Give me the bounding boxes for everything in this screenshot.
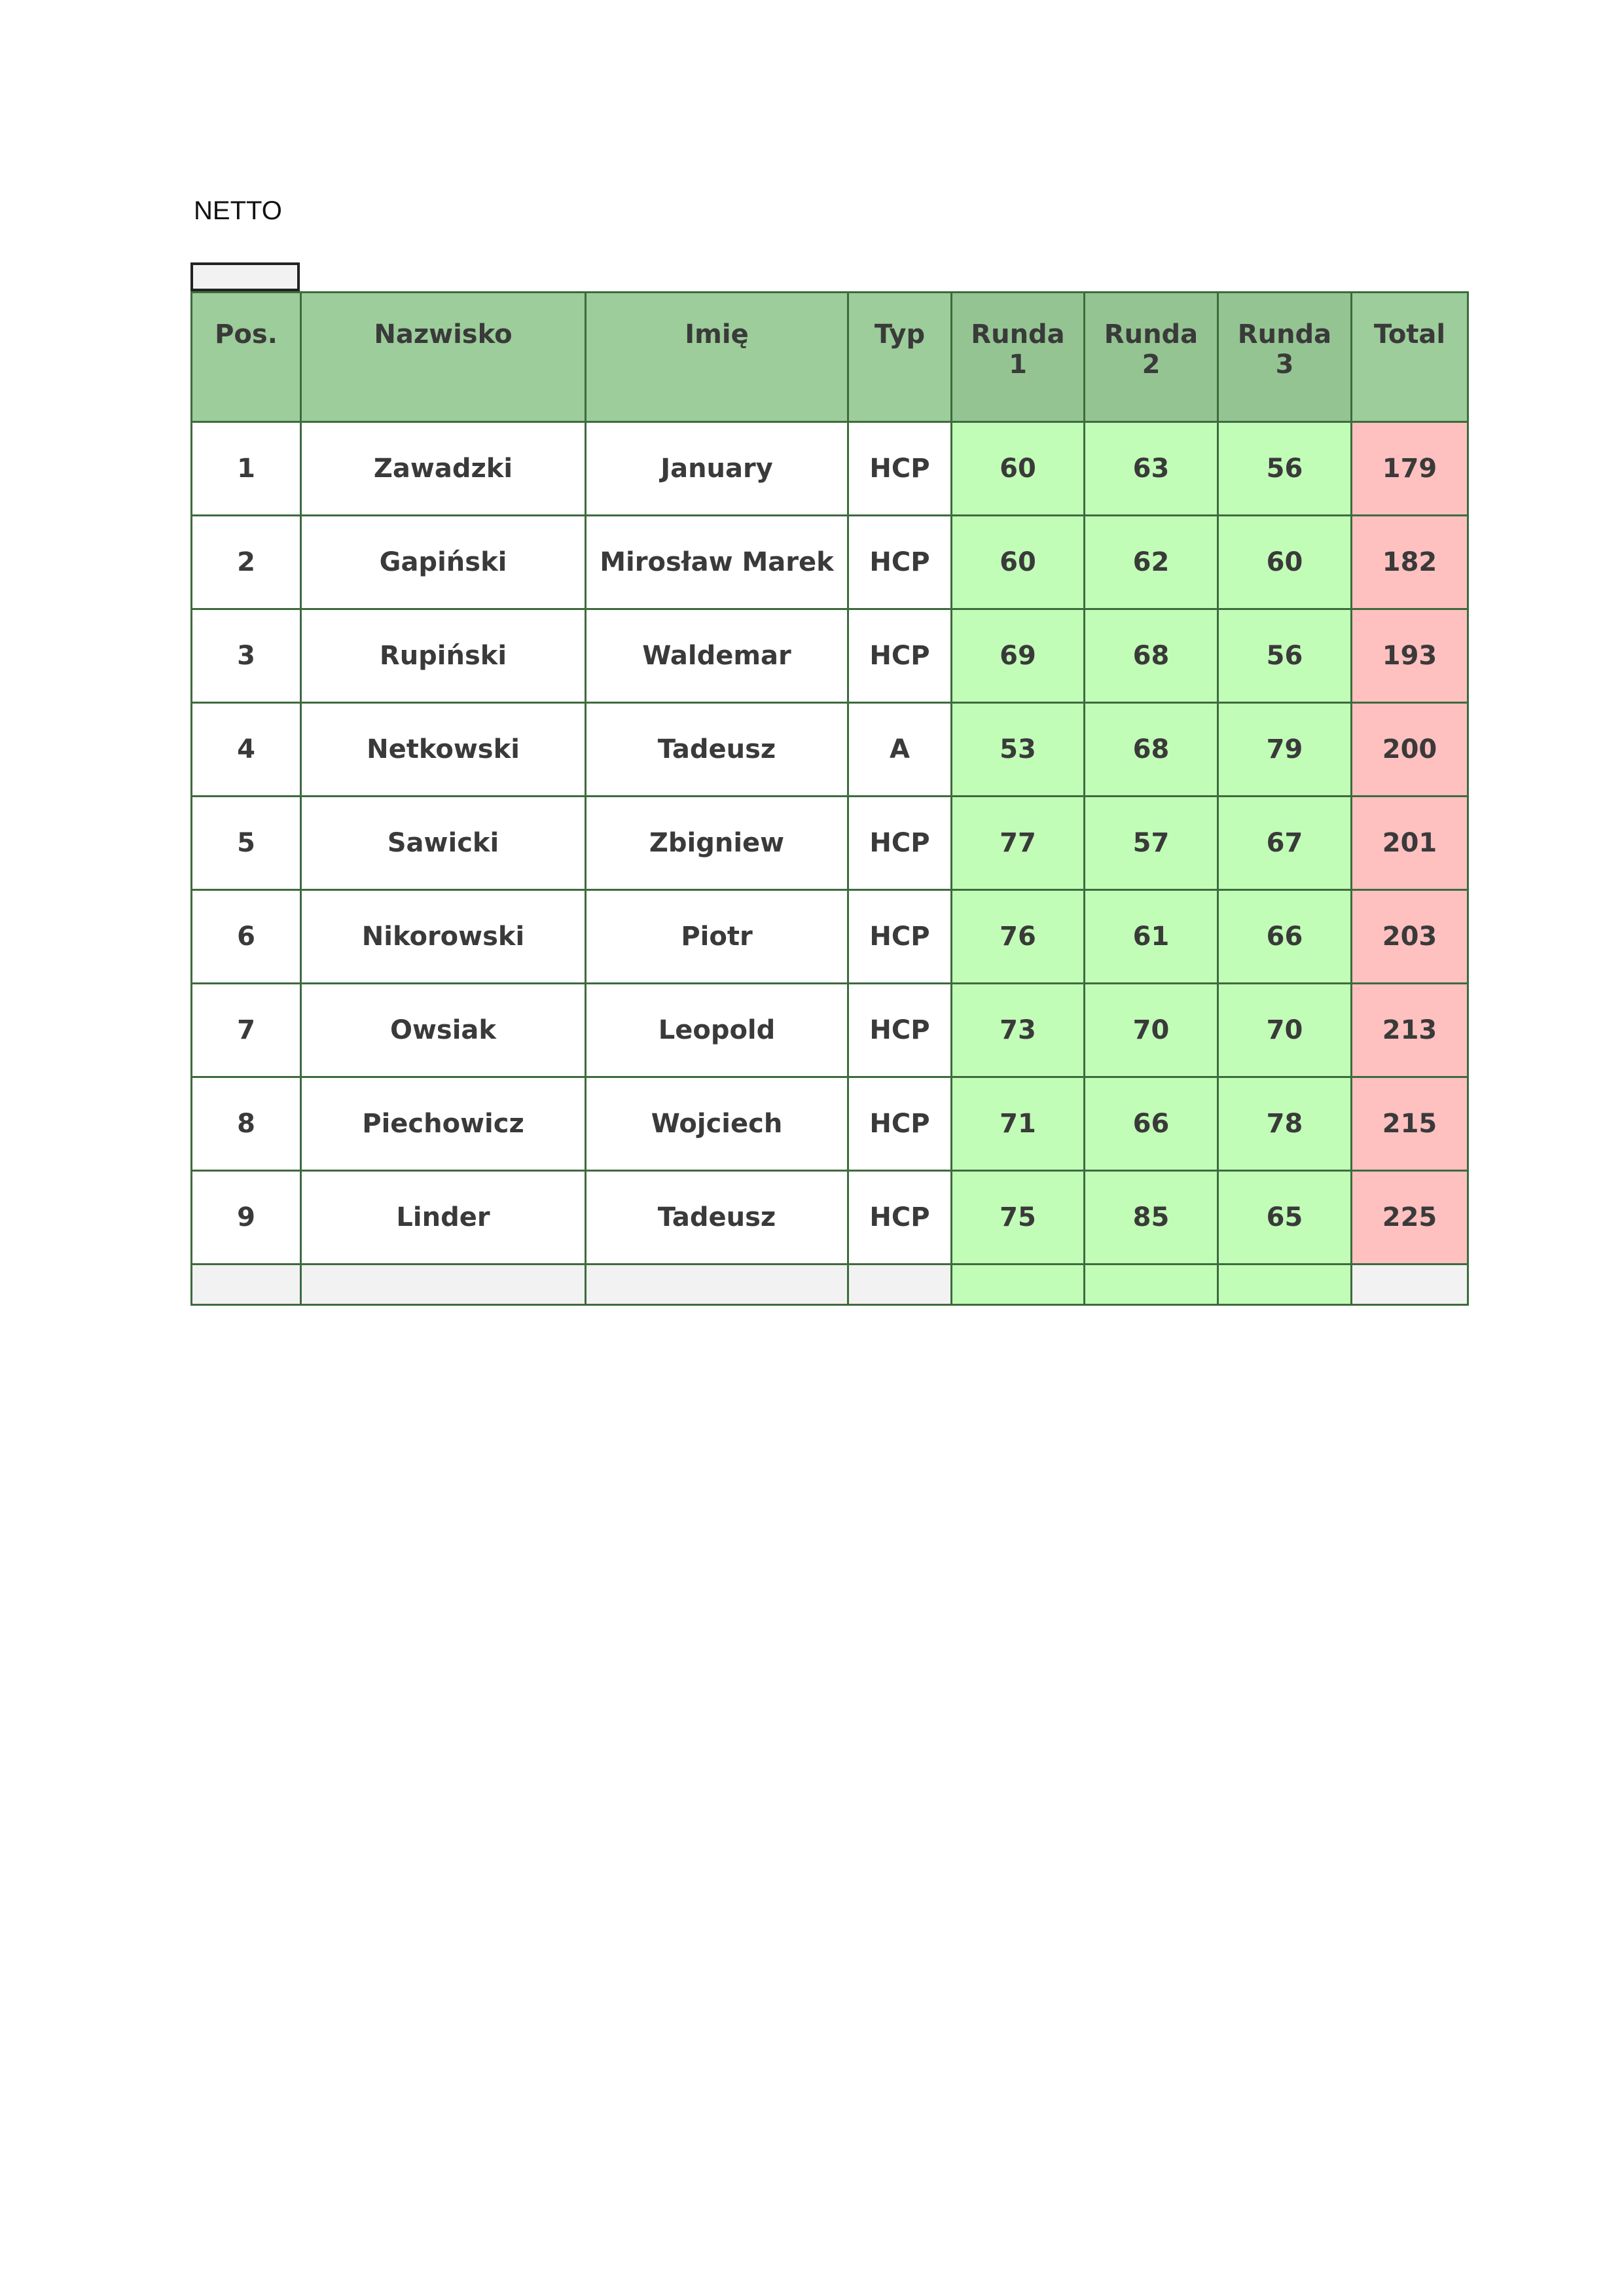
cell-first-name: Wojciech (586, 1077, 848, 1171)
empty-cell (848, 1265, 952, 1305)
cell-pos: 9 (192, 1171, 301, 1265)
header-round-3-label: Runda (1237, 319, 1332, 350)
header-first-name: Imię (586, 293, 848, 422)
cell-type: HCP (848, 984, 952, 1077)
cell-round-1: 71 (952, 1077, 1085, 1171)
cell-surname: Nikorowski (301, 890, 586, 984)
empty-cell (586, 1265, 848, 1305)
cell-surname: Sawicki (301, 797, 586, 890)
cell-pos: 3 (192, 609, 301, 703)
page-title: NETTO (194, 196, 282, 225)
cell-round-2: 68 (1085, 703, 1218, 797)
cell-first-name: January (586, 422, 848, 516)
table-row (192, 1077, 1468, 1171)
empty-cell (301, 1265, 586, 1305)
empty-cell (1218, 1265, 1352, 1305)
table-row (192, 797, 1468, 890)
cell-round-3: 66 (1218, 890, 1352, 984)
cell-surname: Zawadzki (301, 422, 586, 516)
cell-round-2: 85 (1085, 1171, 1218, 1265)
header-round-3-number: 3 (1275, 350, 1294, 380)
empty-row (192, 1265, 1468, 1305)
cell-surname: Linder (301, 1171, 586, 1265)
header-round-3 (1218, 293, 1352, 422)
empty-cell (952, 1265, 1085, 1305)
cell-round-1: 76 (952, 890, 1085, 984)
cell-pos: 4 (192, 703, 301, 797)
header-round-1-number: 1 (1009, 350, 1027, 380)
cell-type: HCP (848, 797, 952, 890)
cell-total: 200 (1352, 703, 1468, 797)
table-row (192, 609, 1468, 703)
header-round-1 (952, 293, 1085, 422)
cell-round-1: 53 (952, 703, 1085, 797)
cell-surname: Gapiński (301, 516, 586, 609)
cell-type: HCP (848, 516, 952, 609)
cell-pos: 8 (192, 1077, 301, 1171)
header-round-2-number: 2 (1142, 350, 1161, 380)
cell-round-2: 70 (1085, 984, 1218, 1077)
cell-total: 225 (1352, 1171, 1468, 1265)
cell-round-1: 77 (952, 797, 1085, 890)
cell-surname: Rupiński (301, 609, 586, 703)
cell-first-name: Mirosław Marek (586, 516, 848, 609)
cell-round-2: 57 (1085, 797, 1218, 890)
table-row (192, 422, 1468, 516)
cell-total: 179 (1352, 422, 1468, 516)
cell-round-3: 65 (1218, 1171, 1352, 1265)
cell-type: HCP (848, 1077, 952, 1171)
empty-cell (1085, 1265, 1218, 1305)
cell-total: 193 (1352, 609, 1468, 703)
cell-total: 203 (1352, 890, 1468, 984)
cell-round-3: 79 (1218, 703, 1352, 797)
cell-round-2: 66 (1085, 1077, 1218, 1171)
header-round-1-label: Runda (971, 319, 1065, 350)
cell-surname: Netkowski (301, 703, 586, 797)
cell-total: 182 (1352, 516, 1468, 609)
cell-type: HCP (848, 890, 952, 984)
table-row (192, 1171, 1468, 1265)
cell-pos: 6 (192, 890, 301, 984)
cell-pos: 7 (192, 984, 301, 1077)
table-row (192, 890, 1468, 984)
table-row (192, 984, 1468, 1077)
cell-round-1: 75 (952, 1171, 1085, 1265)
header-surname: Nazwisko (301, 293, 586, 422)
cell-round-2: 63 (1085, 422, 1218, 516)
header-round-2 (1085, 293, 1218, 422)
table-row (192, 516, 1468, 609)
cell-round-3: 60 (1218, 516, 1352, 609)
cell-first-name: Zbigniew (586, 797, 848, 890)
cell-pos: 5 (192, 797, 301, 890)
header-total: Total (1352, 293, 1468, 422)
cell-first-name: Tadeusz (586, 1171, 848, 1265)
header-row (192, 293, 1468, 422)
table-row (192, 703, 1468, 797)
cell-surname: Piechowicz (301, 1077, 586, 1171)
cell-round-1: 60 (952, 422, 1085, 516)
empty-cell (192, 1265, 301, 1305)
cell-round-3: 56 (1218, 609, 1352, 703)
cell-type: HCP (848, 422, 952, 516)
cell-first-name: Leopold (586, 984, 848, 1077)
cell-first-name: Tadeusz (586, 703, 848, 797)
selected-empty-cell (190, 262, 300, 291)
cell-round-3: 67 (1218, 797, 1352, 890)
cell-round-1: 73 (952, 984, 1085, 1077)
cell-pos: 1 (192, 422, 301, 516)
cell-round-3: 56 (1218, 422, 1352, 516)
cell-first-name: Piotr (586, 890, 848, 984)
cell-type: A (848, 703, 952, 797)
header-round-2-label: Runda (1104, 319, 1199, 350)
results-table (190, 291, 1469, 1306)
cell-total: 215 (1352, 1077, 1468, 1171)
cell-round-3: 70 (1218, 984, 1352, 1077)
cell-round-1: 69 (952, 609, 1085, 703)
cell-first-name: Waldemar (586, 609, 848, 703)
header-type: Typ (848, 293, 952, 422)
empty-cell (1352, 1265, 1468, 1305)
cell-round-2: 68 (1085, 609, 1218, 703)
cell-round-2: 61 (1085, 890, 1218, 984)
cell-round-2: 62 (1085, 516, 1218, 609)
cell-pos: 2 (192, 516, 301, 609)
cell-type: HCP (848, 1171, 952, 1265)
header-pos: Pos. (192, 293, 301, 422)
cell-total: 213 (1352, 984, 1468, 1077)
cell-total: 201 (1352, 797, 1468, 890)
cell-round-1: 60 (952, 516, 1085, 609)
cell-round-3: 78 (1218, 1077, 1352, 1171)
cell-surname: Owsiak (301, 984, 586, 1077)
cell-type: HCP (848, 609, 952, 703)
